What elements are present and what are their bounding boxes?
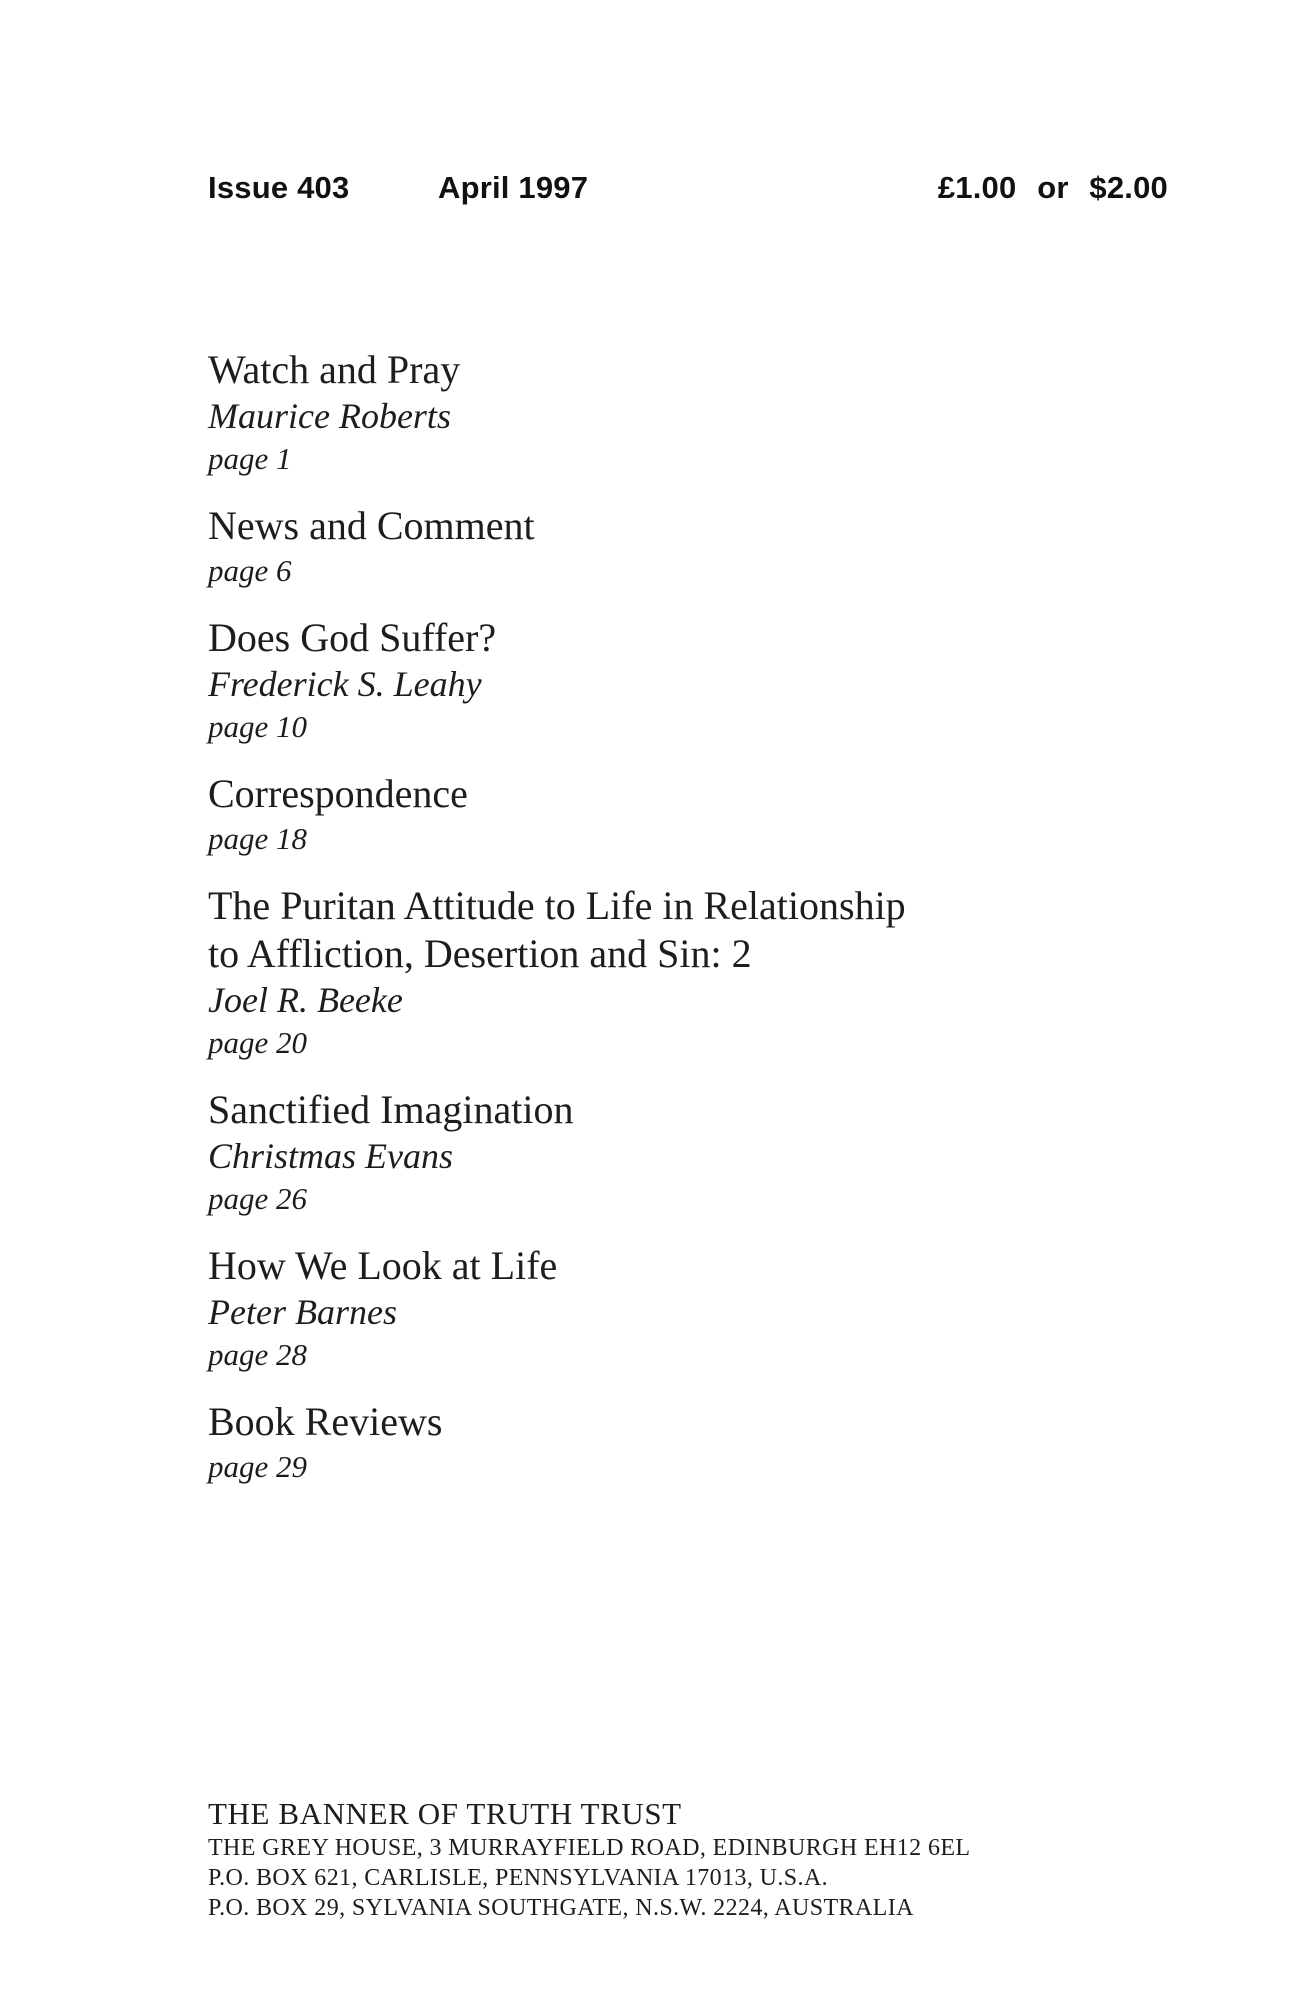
toc-entry — [208, 346, 1068, 480]
article-page-ref: page 1 — [208, 441, 292, 476]
masthead — [208, 170, 1168, 212]
article-page-ref: page 20 — [208, 1025, 308, 1060]
issue-price: £1.00 or $2.00 — [937, 170, 1168, 205]
toc-entry — [208, 882, 1068, 1064]
issue-number: Issue 403 — [208, 170, 350, 205]
toc-entry — [208, 502, 1068, 592]
publisher-name: THE BANNER OF TRUTH TRUST — [208, 1796, 682, 1831]
article-title: Book Reviews — [208, 1399, 443, 1444]
publisher-address-usa: P.O. BOX 621, CARLISLE, PENNSYLVANIA 17013, U.S.A. — [208, 1865, 829, 1891]
article-page-ref: page 26 — [208, 1181, 308, 1216]
article-title: Does God Suffer? — [208, 615, 497, 660]
article-author: Peter Barnes — [208, 1292, 397, 1332]
publisher-block — [208, 1795, 1208, 1923]
table-of-contents — [208, 346, 1068, 1510]
article-author: Joel R. Beeke — [208, 980, 403, 1020]
article-title: How We Look at Life — [208, 1243, 558, 1288]
article-title: The Puritan Attitude to Life in Relationship — [208, 883, 906, 928]
article-page-ref: page 10 — [208, 709, 308, 744]
issue-date: April 1997 — [438, 170, 589, 205]
toc-entry — [208, 770, 1068, 860]
article-title: Correspondence — [208, 771, 468, 816]
toc-entry — [208, 1086, 1068, 1220]
article-page-ref: page 18 — [208, 821, 308, 856]
toc-entry — [208, 614, 1068, 748]
article-title: Watch and Pray — [208, 347, 461, 392]
toc-entry — [208, 1398, 1068, 1488]
toc-entry — [208, 1242, 1068, 1376]
article-title-line-2: to Affliction, Desertion and Sin: 2 — [208, 931, 752, 976]
article-page-ref: page 28 — [208, 1337, 308, 1372]
article-author: Maurice Roberts — [208, 396, 451, 436]
article-title: Sanctified Imagination — [208, 1087, 574, 1132]
publisher-address-australia: P.O. BOX 29, SYLVANIA SOUTHGATE, N.S.W. 2224, AUSTRALIA — [208, 1895, 914, 1921]
article-title: News and Comment — [208, 503, 535, 548]
article-author: Frederick S. Leahy — [208, 664, 482, 704]
publisher-address-uk: THE GREY HOUSE, 3 MURRAYFIELD ROAD, EDINBURGH EH12 6EL — [208, 1835, 971, 1861]
article-page-ref: page 29 — [208, 1449, 308, 1484]
article-author: Christmas Evans — [208, 1136, 454, 1176]
article-page-ref: page 6 — [208, 553, 292, 588]
